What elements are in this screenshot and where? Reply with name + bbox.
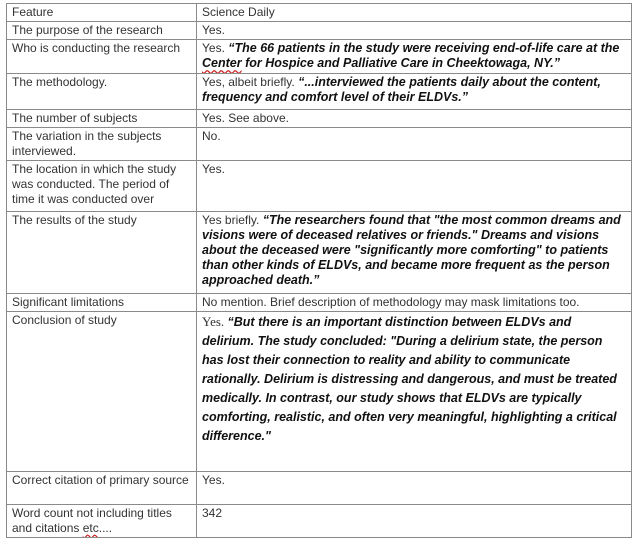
value-cell xyxy=(197,22,632,40)
table-row xyxy=(7,40,632,74)
table-row xyxy=(7,472,632,505)
feature-cell: The methodology. xyxy=(7,74,197,110)
value-lead: Yes. xyxy=(202,162,225,176)
table-row xyxy=(7,212,632,294)
value-cell xyxy=(197,128,632,161)
feature-cell xyxy=(7,505,197,538)
value-quote: “...interviewed the patients daily about the content, frequency and comfort level of their ELDVs.” xyxy=(202,75,601,104)
feature-cell: Who is conducting the research xyxy=(7,40,197,74)
quote-text: “The 66 patients in the study were receiving end-of-life care at the xyxy=(228,41,620,55)
comparison-table xyxy=(6,3,632,538)
table-row xyxy=(7,505,632,538)
value-lead: Yes. xyxy=(202,41,225,55)
header-source: Science Daily xyxy=(197,4,632,22)
quote-text: for Hospice and Palliative Care in Cheektowaga, NY.” xyxy=(241,56,560,70)
value-lead: No mention. Brief description of methodology may mask limitations too. xyxy=(202,295,580,309)
value-cell xyxy=(197,212,632,294)
table-row xyxy=(7,22,632,40)
feature-cell: The location in which the study was conducted. The period of time it was conducted over xyxy=(7,161,197,212)
feature-cell: The purpose of the research xyxy=(7,22,197,40)
feature-cell: Conclusion of study xyxy=(7,312,197,472)
value-cell xyxy=(197,472,632,505)
value-quote: “The researchers found that "the most common dreams and visions were of deceased relatives or friends." Dreams and visions about the deceased were "significantly more comforting" to patients than other kinds of ELDVs, and became more frequent as the person approached death.” xyxy=(202,213,621,287)
table-row xyxy=(7,294,632,312)
spellcheck-word: Center xyxy=(202,56,242,70)
feature-cell: Correct citation of primary source xyxy=(7,472,197,505)
value-cell xyxy=(197,161,632,212)
table-row xyxy=(7,74,632,110)
value-cell xyxy=(197,110,632,128)
value-lead: Yes. See above. xyxy=(202,111,289,125)
feature-cell: The number of subjects xyxy=(7,110,197,128)
value-lead: 342 xyxy=(202,506,223,520)
feature-text: .... xyxy=(98,521,113,535)
table-row xyxy=(7,161,632,212)
feature-cell: The results of the study xyxy=(7,212,197,294)
value-quote xyxy=(202,41,619,70)
value-lead: No. xyxy=(202,129,221,143)
table-row xyxy=(7,312,632,472)
feature-cell: The variation in the subjects interviewed. xyxy=(7,128,197,161)
value-lead: Yes. xyxy=(202,314,225,329)
value-cell xyxy=(197,505,632,538)
table-row xyxy=(7,110,632,128)
value-cell xyxy=(197,294,632,312)
feature-cell: Significant limitations xyxy=(7,294,197,312)
table-row xyxy=(7,128,632,161)
header-feature: Feature xyxy=(7,4,197,22)
feature-text: Word count not including titles and citations xyxy=(12,506,172,535)
table-header-row xyxy=(7,4,632,22)
value-lead: Yes, albeit briefly. xyxy=(202,75,295,89)
spellcheck-word: etc xyxy=(82,521,99,535)
value-lead: Yes briefly. xyxy=(202,213,260,227)
value-lead: Yes. xyxy=(202,23,225,37)
value-cell xyxy=(197,312,632,472)
value-cell xyxy=(197,40,632,74)
value-lead: Yes. xyxy=(202,473,225,487)
value-quote: “But there is an important distinction between ELDVs and delirium. The study concluded: "During a delirium state, the person has lost their connection to reality and ability to communicate rationally. Delirium is distressing and dangerous, and must be treated medically. In contrast, our study shows that ELDVs are typically comforting, realistic, and often very meaningful, highlighting a critical difference." xyxy=(202,315,617,443)
value-cell xyxy=(197,74,632,110)
